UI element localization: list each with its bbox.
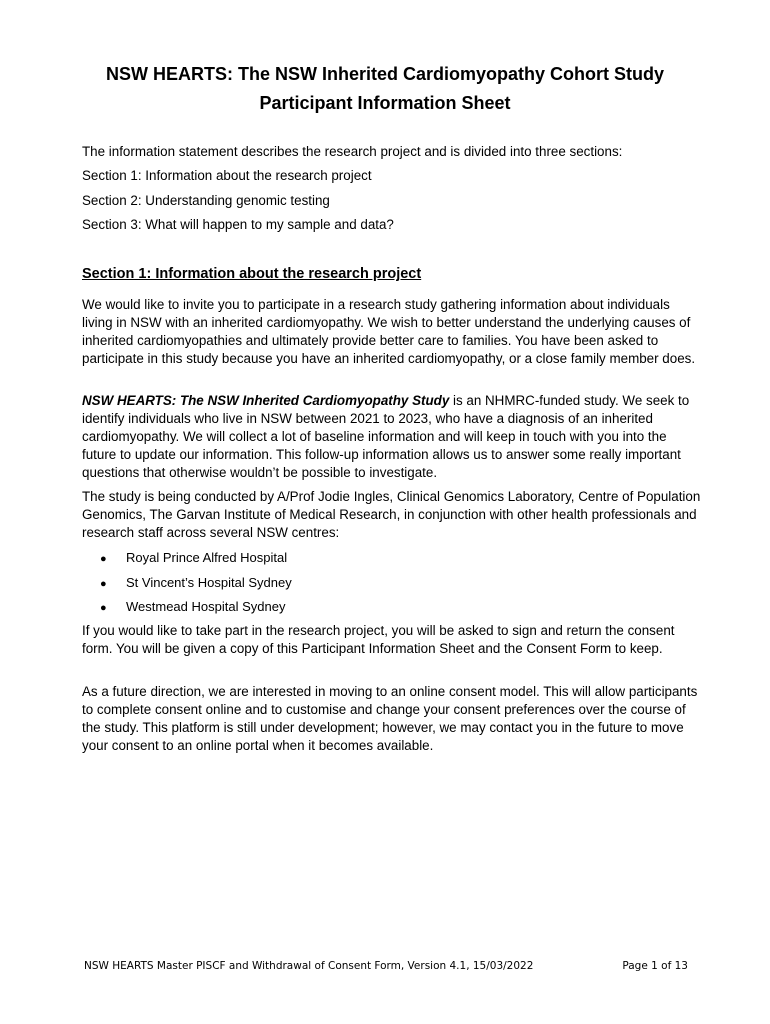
list-item: ● Royal Prince Alfred Hospital (100, 549, 287, 568)
footer-document-info: NSW HEARTS Master PISCF and Withdrawal of Consent Form, Version 4.1, 15/03/2022 (84, 960, 534, 972)
section-1-paragraph-2-text: is an NHMRC-funded study. We seek to identify individuals who live in NSW between 2021 to 2023, who have a diagnosis of an inherited cardiomyopathy. We will collect a lot of baseline information and will keep in touch with you into the future to update our information. This follow-up information allows us to answer some really important questions that otherwise wouldn’t be possible to investigate. (82, 393, 690, 480)
study-name-emphasis: NSW HEARTS: The NSW Inherited Cardiomyopathy Study (82, 393, 450, 408)
list-item: ● Westmead Hospital Sydney (100, 598, 285, 617)
section-1-paragraph-3: The study is being conducted by A/Prof Jodie Ingles, Clinical Genomics Laboratory, Centre of Population Genomics, The Garvan Institute of Medical Research, in conjunction with other health professionals and research staff across several NSW centres: (82, 489, 701, 540)
section-1-paragraph-1: We would like to invite you to participate in a research study gathering information about individuals living in NSW with an inherited cardiomyopathy. We wish to better understand the underlying causes of inherited cardiomyopathies and ultimately provide better care to families. You have been asked to participate in this study because you have an inherited cardiomyopathy, or a close family member does. (82, 297, 696, 366)
section-1-heading: Section 1: Information about the research project (82, 266, 422, 282)
list-item: ● St Vincent’s Hospital Sydney (100, 574, 292, 593)
intro-section-2: Section 2: Understanding genomic testing (82, 193, 330, 208)
intro-section-3: Section 3: What will happen to my sample and data? (82, 217, 394, 232)
intro-statement: The information statement describes the research project and is divided into three sections: (82, 144, 623, 159)
bullet-icon: ● (100, 602, 107, 614)
section-1-paragraph-5: As a future direction, we are interested in moving to an online consent model. This will allow participants to complete consent online and to customise and change your consent preferences over the course of the study. This platform is still under development; however, we may contact you in the future to move your consent to an online portal when it becomes available. (82, 684, 698, 753)
bullet-icon: ● (100, 553, 107, 565)
footer-page-number: Page 1 of 13 (622, 960, 688, 972)
section-1-paragraph-4: If you would like to take part in the research project, you will be asked to sign and return the consent form. You will be given a copy of this Participant Information Sheet and the Consent Form to keep. (82, 623, 675, 656)
intro-section-1: Section 1: Information about the research project (82, 168, 372, 183)
bullet-icon: ● (100, 578, 107, 590)
document-title: NSW HEARTS: The NSW Inherited Cardiomyopathy Cohort Study (105, 64, 664, 84)
section-1-paragraph-2 (82, 392, 702, 482)
document-subtitle: Participant Information Sheet (259, 93, 511, 113)
